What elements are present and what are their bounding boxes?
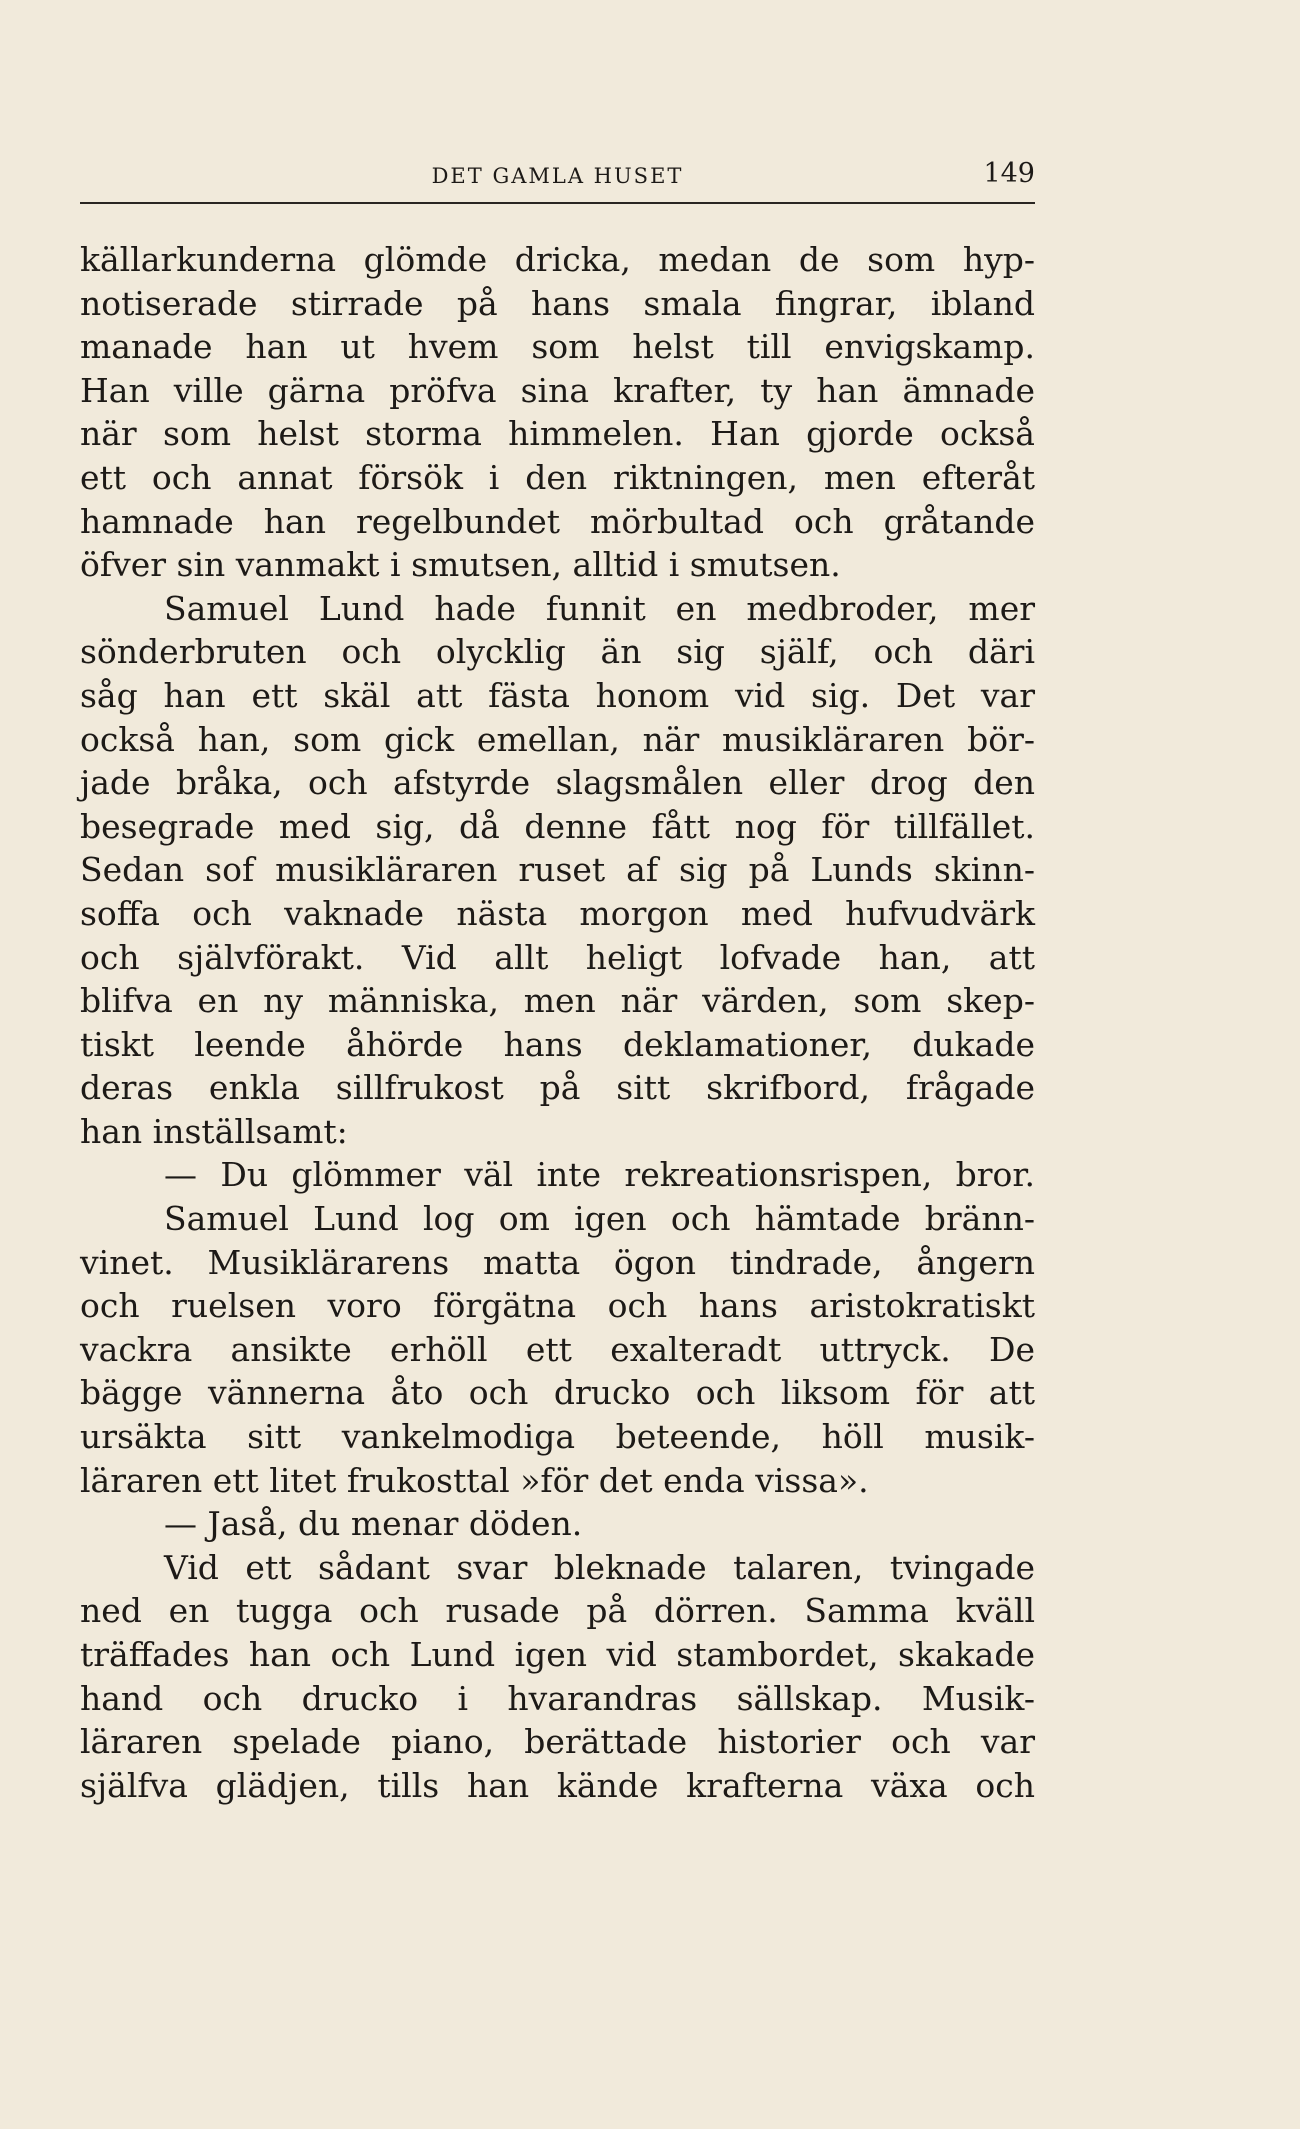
text-line: källarkunderna glömde dricka, medan de som hyp- — [80, 240, 1035, 279]
text-line: ned en tugga och rusade på dörren. Samma kväll — [80, 1591, 1035, 1631]
running-title: DET GAMLA HUSET — [431, 164, 684, 188]
text-line: manade han ut hvem som helst till envigskamp. — [80, 327, 1035, 367]
text-line: Sedan sof musikläraren ruset af sig på Lunds skinn- — [80, 850, 1035, 890]
text-line: och ruelsen voro förgätna och hans aristokratiskt — [80, 1286, 1035, 1326]
text-line: också han, som gick emellan, när musikläraren bör- — [80, 719, 1035, 759]
text-line: tiskt leende åhörde hans deklamationer, dukade — [80, 1024, 1035, 1064]
text-line: blifva en ny människa, men när värden, som skep- — [80, 981, 1035, 1021]
text-line: vackra ansikte erhöll ett exalteradt uttryck. De — [80, 1329, 1035, 1369]
page-number: 149 — [983, 158, 1035, 189]
text-line: Han ville gärna pröfva sina krafter, ty han ämnade — [80, 370, 1035, 410]
text-line: Vid ett sådant svar bleknade talaren, tvingade — [164, 1547, 1035, 1587]
text-line: notiserade stirrade på hans smala fingrar, ibland — [80, 283, 1035, 323]
text-line: Samuel Lund log om igen och hämtade bränn- — [164, 1199, 1035, 1239]
text-line: ett och annat försök i den riktningen, men efteråt — [80, 457, 1035, 497]
text-line: jade bråka, och afstyrde slagsmålen eller drog den — [80, 763, 1035, 803]
text-line: själfva glädjen, tills han kände krafterna växa och — [80, 1765, 1035, 1805]
body-text — [80, 238, 1035, 1807]
text-line: öfver sin vanmakt i smutsen, alltid i smutsen. — [80, 545, 841, 585]
text-line: — Du glömmer väl inte rekreationsrispen, bror. — [164, 1155, 1035, 1195]
text-line: träffades han och Lund igen vid stambordet, skakade — [80, 1635, 1035, 1674]
text-line: hamnade han regelbundet mörbultad och gråtande — [80, 501, 1035, 541]
text-line: besegrade med sig, då denne fått nog för tillfället. — [80, 806, 1035, 846]
text-line: läraren ett litet frukosttal »för det enda vissa». — [80, 1460, 869, 1500]
text-line: vinet. Musiklärarens matta ögon tindrade, ångern — [80, 1242, 1035, 1282]
text-line: ursäkta sitt vankelmodiga beteende, höll musik- — [80, 1417, 1035, 1457]
running-head — [80, 158, 1035, 198]
text-line: soffa och vaknade nästa morgon med hufvudvärk — [80, 893, 1035, 933]
text-line: bägge vännerna åto och drucko och liksom för att — [80, 1373, 1035, 1413]
text-line: när som helst storma himmelen. Han gjorde också — [80, 414, 1035, 454]
text-line: hand och drucko i hvarandras sällskap. Musik- — [80, 1678, 1035, 1718]
text-line: sönderbruten och olycklig än sig själf, och däri — [80, 632, 1035, 672]
text-line: deras enkla sillfrukost på sitt skrifbord, frågade — [80, 1068, 1035, 1108]
text-line: såg han ett skäl att fästa honom vid sig. Det var — [80, 675, 1035, 715]
text-line: och självförakt. Vid allt heligt lofvade han, att — [80, 937, 1035, 977]
header-rule — [80, 202, 1035, 204]
text-line: Samuel Lund hade funnit en medbroder, mer — [164, 588, 1035, 628]
text-line: — Jaså, du menar döden. — [164, 1504, 583, 1544]
text-line: läraren spelade piano, berättade historier och var — [80, 1722, 1035, 1762]
text-line: han inställsamt: — [80, 1111, 348, 1151]
